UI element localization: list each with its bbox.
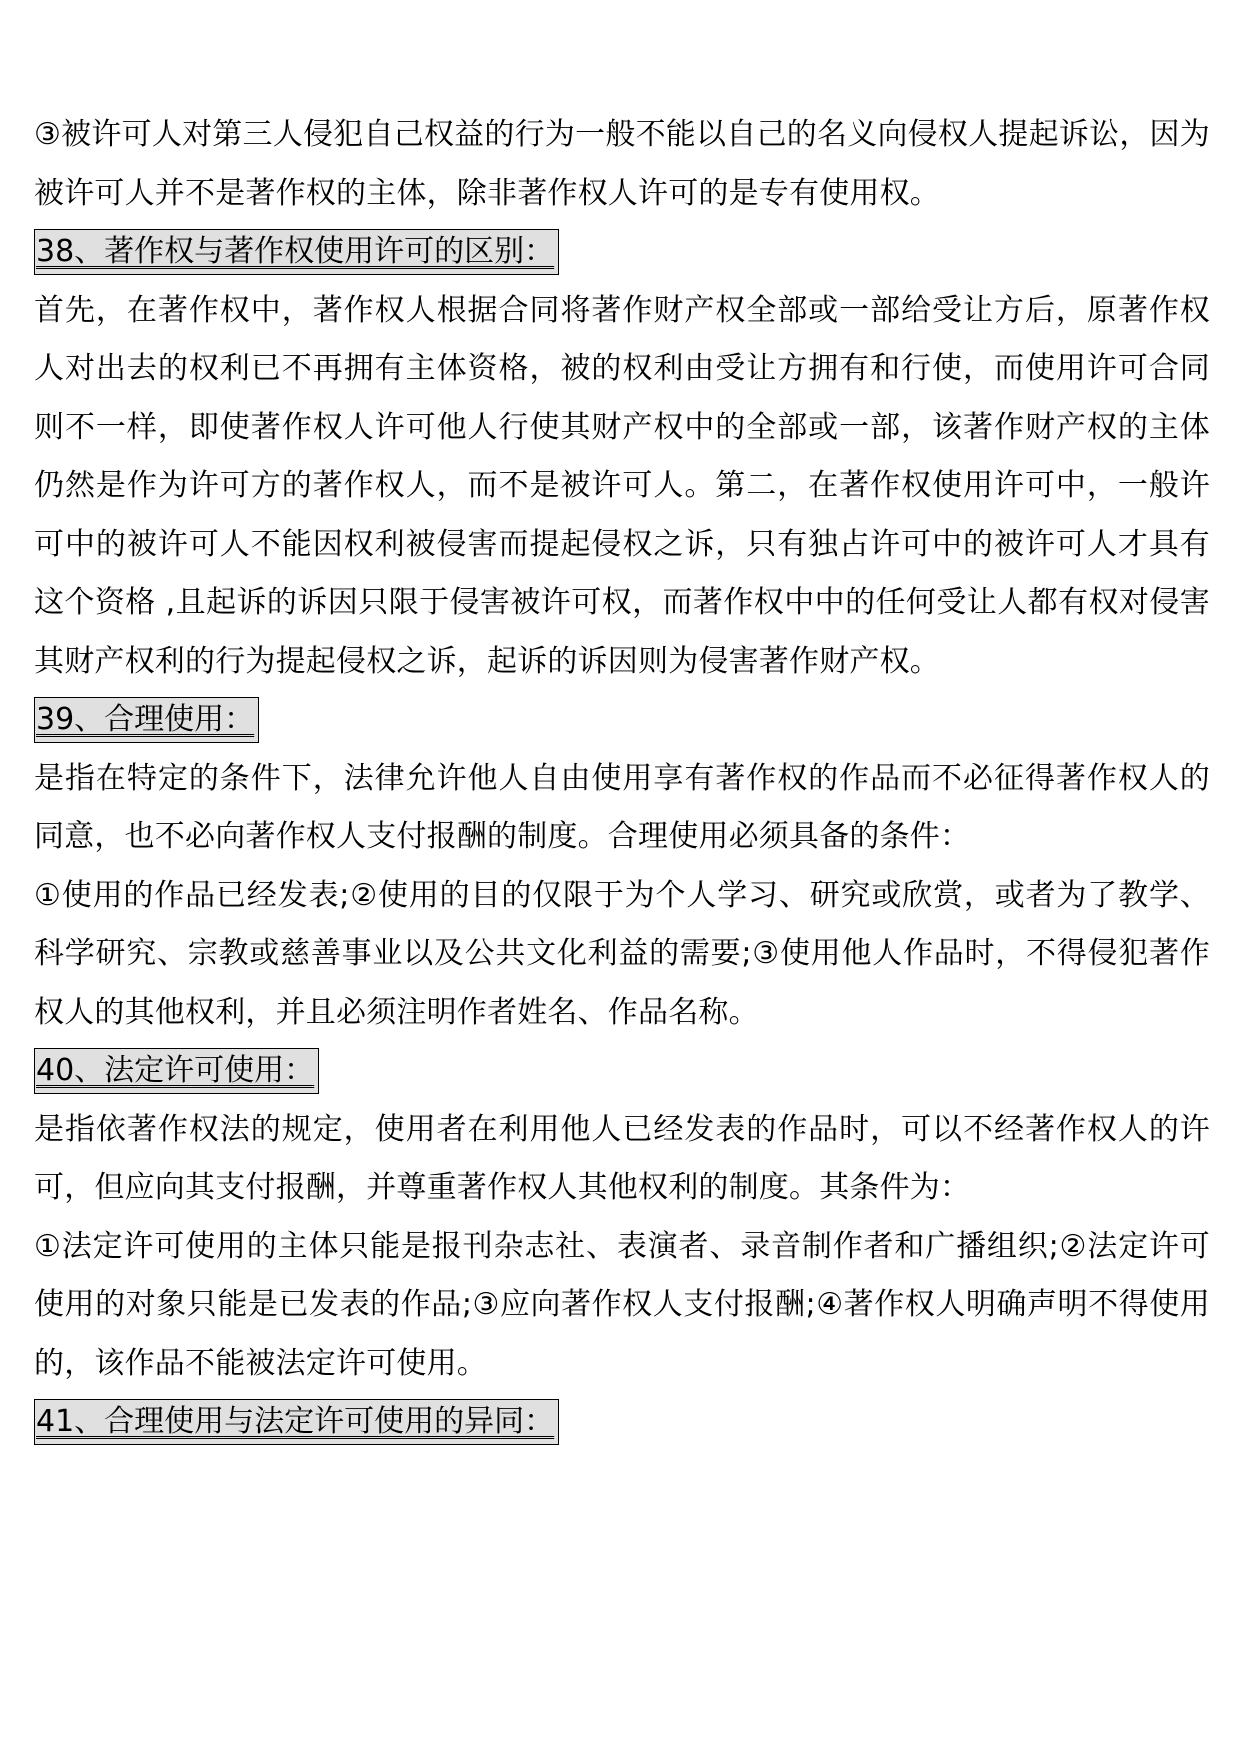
heading-40-wrap [34, 1042, 1210, 1101]
paragraph-licensee-standing: ③被许可人对第三人侵犯自己权益的行为一般不能以自己的名义向侵权人提起诉讼，因为被许可人并不是著作权的主体，除非著作权人许可的是专有使用权。 [34, 117, 1210, 211]
heading-38-wrap [34, 223, 1210, 282]
document-page [34, 106, 1210, 1452]
heading-38: 38、著作权与著作权使用许可的区别： [34, 229, 559, 275]
heading-40: 40、法定许可使用： [34, 1048, 319, 1094]
paragraph-fair-use-conditions: ①使用的作品已经发表;②使用的目的仅限于为个人学习、研究或欣赏，或者为了教学、科学研究、宗教或慈善事业以及公共文化利益的需要;③使用他人作品时，不得侵犯著作权人的其他权利，并且必须注明作者姓名、作品名称。 [34, 877, 1210, 1030]
paragraph-copyright-vs-license: 首先，在著作权中，著作权人根据合同将著作财产权全部或一部给受让方后，原著作权人对出去的权利已不再拥有主体资格，被的权利由受让方拥有和行使，而使用许可合同则不一样，即使著作权人许可他人行使其财产权中的全部或一部，该著作财产权的主体仍然是作为许可方的著作权人，而不是被许可人。第二，在著作权使用许可中，一般许可中的被许可人不能因权利被侵害而提起侵权之诉，只有独占许可中的被许可人才具有这个资格 ,且起诉的诉因只限于侵害被许可权，而著作权中中的任何受让人都有权对侵害其财产权利的行为提起侵权之诉，起诉的诉因则为侵害著作财产权。 [34, 292, 1210, 679]
heading-39-wrap [34, 691, 1210, 750]
paragraph-fair-use-definition: 是指在特定的条件下，法律允许他人自由使用享有著作权的作品而不必征得著作权人的同意，也不必向著作权人支付报酬的制度。合理使用必须具备的条件： [34, 760, 1210, 854]
paragraph-statutory-license-conditions: ①法定许可使用的主体只能是报刊杂志社、表演者、录音制作者和广播组织;②法定许可使用的对象只能是已发表的作品;③应向著作权人支付报酬;④著作权人明确声明不得使用的，该作品不能被法定许可使用。 [34, 1228, 1210, 1381]
heading-41: 41、合理使用与法定许可使用的异同： [34, 1399, 559, 1445]
paragraph-statutory-license-definition: 是指依著作权法的规定，使用者在利用他人已经发表的作品时，可以不经著作权人的许可，但应向其支付报酬，并尊重著作权人其他权利的制度。其条件为： [34, 1111, 1210, 1205]
heading-39: 39、合理使用： [34, 697, 259, 743]
heading-41-wrap [34, 1393, 1210, 1452]
